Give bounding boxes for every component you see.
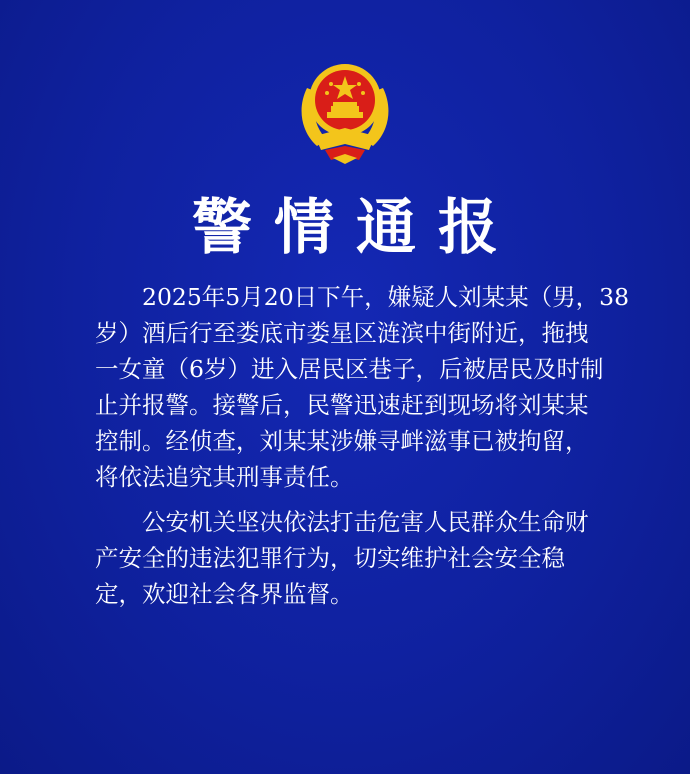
paragraph2-line: 定，欢迎社会各界监督。 (95, 580, 354, 608)
paragraph1-line: 岁）酒后行至娄底市娄星区涟滨中街附近，拖拽 (95, 319, 589, 347)
paragraph1-line: 一女童（6岁）进入居民区巷子，后被居民及时制 (95, 355, 604, 383)
notice-title: 警情通报 (192, 193, 520, 263)
notice-body (95, 279, 630, 612)
paragraph2-line: 产安全的违法犯罪行为，切实维护社会安全稳 (95, 544, 565, 572)
paragraph1-line: 2025年5月20日下午，嫌疑人刘某某（男，38 (142, 283, 630, 311)
police-emblem-icon (293, 54, 397, 166)
paragraph-spacer (95, 495, 615, 504)
paragraph2-line: 公安机关坚决依法打击危害人民群众生命财 (142, 508, 589, 536)
paragraph1-line: 控制。经侦查，刘某某涉嫌寻衅滋事已被拘留， (95, 427, 589, 455)
paragraph1-line: 止并报警。接警后，民警迅速赶到现场将刘某某 (95, 391, 589, 419)
paragraph1-line: 将依法追究其刑事责任。 (95, 463, 354, 491)
